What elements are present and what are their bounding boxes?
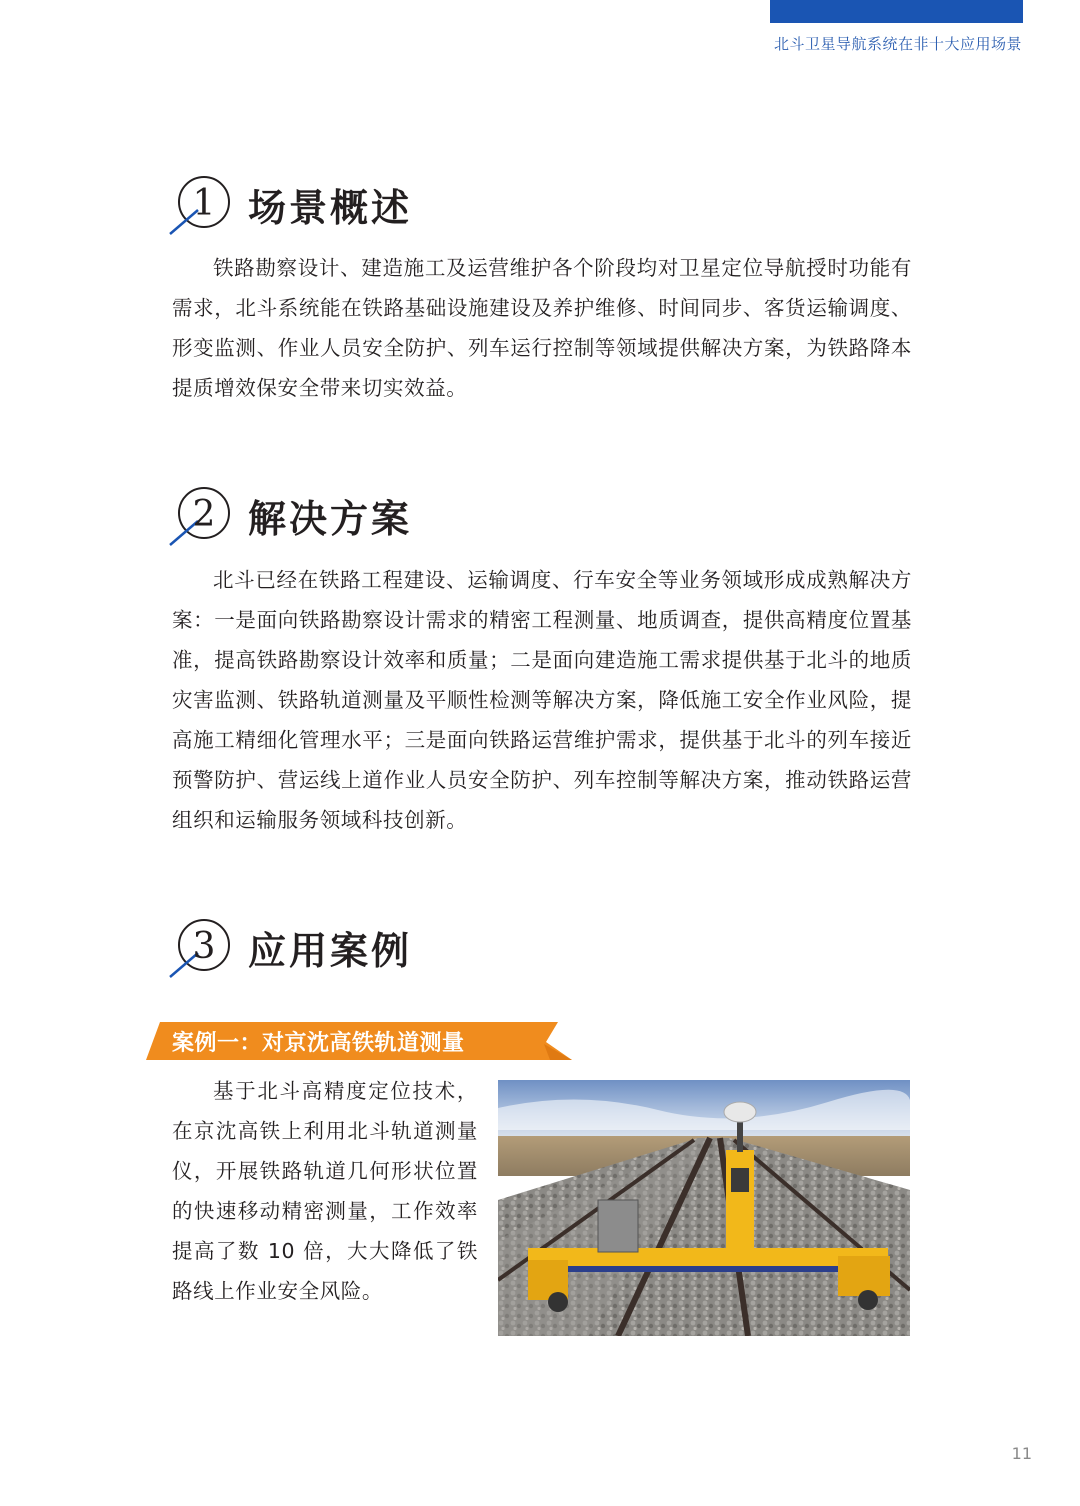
page-number: 11 — [1011, 1444, 1032, 1463]
section-title: 解决方案 — [248, 497, 413, 541]
case-banner — [146, 1022, 572, 1060]
section-number: 2 — [192, 494, 216, 535]
section-heading-2 — [168, 481, 668, 561]
section-heading-3 — [168, 913, 668, 993]
section-number-icon — [168, 170, 248, 240]
header-title: 北斗卫星导航系统在非十大应用场景 — [773, 35, 1022, 53]
section-number: 1 — [192, 183, 216, 224]
section-number: 3 — [192, 926, 216, 967]
section-title: 场景概述 — [248, 186, 413, 230]
section-title: 应用案例 — [248, 929, 413, 973]
case-body: 基于北斗高精度定位技术，在京沈高铁上利用北斗轨道测量仪，开展铁路轨道几何形状位置的快速移动精密测量，工作效率提高了数 10 倍，大大降低了铁路线上作业安全风险。 — [172, 1079, 478, 1303]
header-accent-bar — [770, 0, 1023, 23]
section-number-icon — [168, 481, 248, 551]
section-body-1: 铁路勘察设计、建造施工及运营维护各个阶段均对卫星定位导航授时功能有需求，北斗系统能在铁路基础设施建设及养护维修、时间同步、客货运输调度、形变监测、作业人员安全防护、列车运行控制等领域提供解决方案，为铁路降本提质增效保安全带来切实效益。 — [172, 256, 912, 400]
case-label: 案例一：对京沈高铁轨道测量 — [172, 1031, 465, 1056]
section-heading-1 — [168, 170, 668, 250]
section-number-icon — [168, 913, 248, 983]
track-measuring-instrument-photo — [498, 1080, 910, 1336]
section-body-2: 北斗已经在铁路工程建设、运输调度、行车安全等业务领域形成成熟解决方案：一是面向铁路勘察设计需求的精密工程测量、地质调查，提供高精度位置基准，提高铁路勘察设计效率和质量；二是面向建造施工需求提供基于北斗的地质灾害监测、铁路轨道测量及平顺性检测等解决方案，降低施工安全作业风险，提高施工精细化管理水平；三是面向铁路运营维护需求，提供基于北斗的列车接近预警防护、营运线上道作业人员安全防护、列车控制等解决方案，推动铁路运营组织和运输服务领域科技创新。 — [172, 568, 912, 832]
